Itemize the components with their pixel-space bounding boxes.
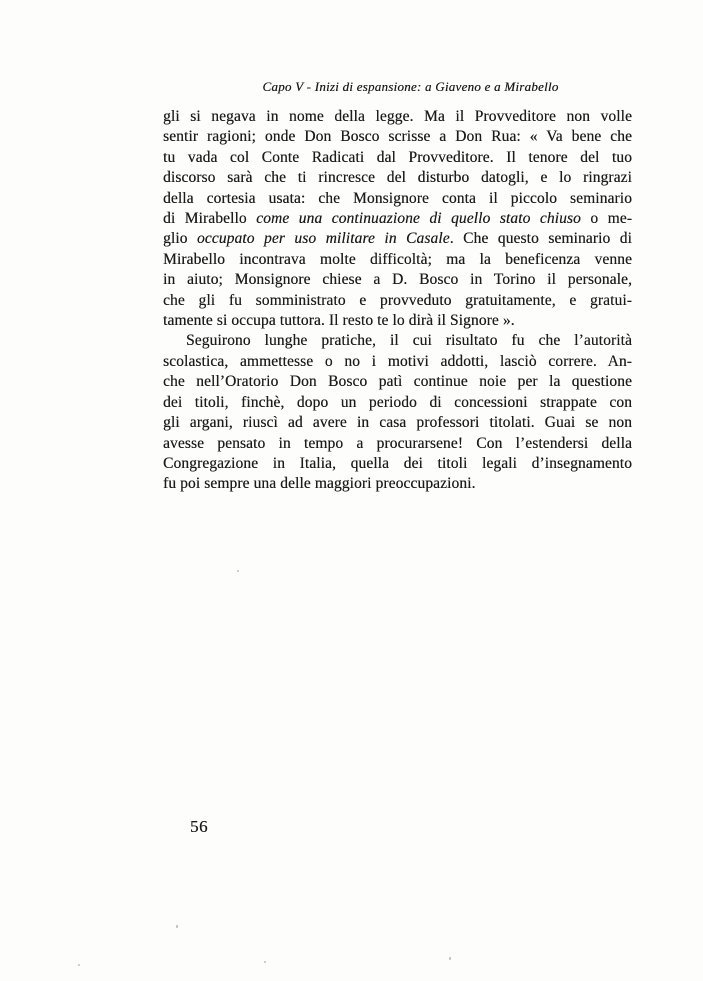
text-line (163, 311, 632, 331)
text-line (163, 413, 632, 433)
text-segment: Seguirono lunghe pratiche, il cui risultato fu che l’autorità (186, 332, 632, 350)
text-segment: sentir ragioni; onde Don Bosco scrisse a Don Rua: « Va bene che (163, 128, 632, 146)
italic-text-segment: come una continuazione di quello stato chiuso (256, 210, 581, 228)
text-segment: avesse pensato in tempo a procurarsene! Con l’estendersi della (163, 434, 632, 452)
text-segment: che nell’Oratorio Don Bosco patì continue noie per la questione (163, 373, 632, 391)
scan-speckle (264, 961, 266, 963)
text-line (163, 454, 632, 474)
paragraph (163, 331, 632, 494)
text-segment: in aiuto; Monsignore chiese a D. Bosco in Torino il personale, (163, 271, 632, 289)
text-line (163, 148, 632, 168)
page-number: 56 (190, 817, 208, 836)
text-line (163, 434, 632, 454)
text-segment: tamente si occupa tuttora. Il resto te lo dirà il Signore ». (163, 312, 515, 330)
text-line (163, 168, 632, 188)
scan-speckle (78, 964, 80, 966)
text-line (163, 372, 632, 392)
text-segment: discorso sarà che ti rincresce del disturbo datogli, e lo ringrazi (163, 169, 632, 187)
text-segment: Congregazione in Italia, quella dei titoli legali d’insegnamento (163, 454, 632, 472)
text-line (163, 331, 632, 351)
scan-speckle (237, 570, 239, 572)
text-line (163, 229, 632, 249)
text-line (163, 352, 632, 372)
scan-speckle (449, 957, 451, 960)
text-line (163, 270, 632, 290)
text-segment: di Mirabello (163, 210, 257, 228)
running-head: Capo V - Inizi di espansione: a Giaveno e a Mirabello (262, 79, 559, 94)
text-line (163, 474, 632, 494)
text-segment: dei titoli, finchè, dopo un periodo di concessioni strappate con (163, 393, 632, 411)
text-line (163, 209, 632, 229)
paragraph (163, 107, 632, 331)
scan-speckle (176, 925, 178, 928)
text-line (163, 250, 632, 270)
text-segment: della cortesia usata: che Monsignore conta il piccolo seminario (163, 189, 632, 207)
italic-text-segment: occupato per uso militare in Casale (196, 230, 450, 248)
text-line (163, 107, 632, 127)
text-segment: gli argani, riuscì ad avere in casa professori titolati. Guai se non (163, 414, 632, 432)
text-line (163, 291, 632, 311)
text-segment: Mirabello incontrava molte difficoltà; ma la beneficenza venne (163, 250, 632, 268)
text-block (163, 107, 632, 495)
text-segment: fu poi sempre una delle maggiori preoccupazioni. (163, 475, 476, 493)
text-segment: che gli fu somministrato e provveduto gratuitamente, e gratui- (163, 291, 632, 309)
text-segment: gli si negava in nome della legge. Ma il Provveditore non volle (163, 108, 632, 125)
text-segment: glio (163, 230, 197, 248)
text-segment: scolastica, ammettesse o no i motivi addotti, lasciò correre. An- (163, 352, 632, 370)
text-line (163, 127, 632, 147)
text-segment: . Che questo seminario di (449, 230, 632, 248)
text-segment: tu vada col Conte Radicati dal Provveditore. Il tenore del tuo (163, 148, 632, 166)
text-line (163, 393, 632, 413)
text-line (163, 189, 632, 209)
text-segment: o me- (580, 210, 633, 228)
